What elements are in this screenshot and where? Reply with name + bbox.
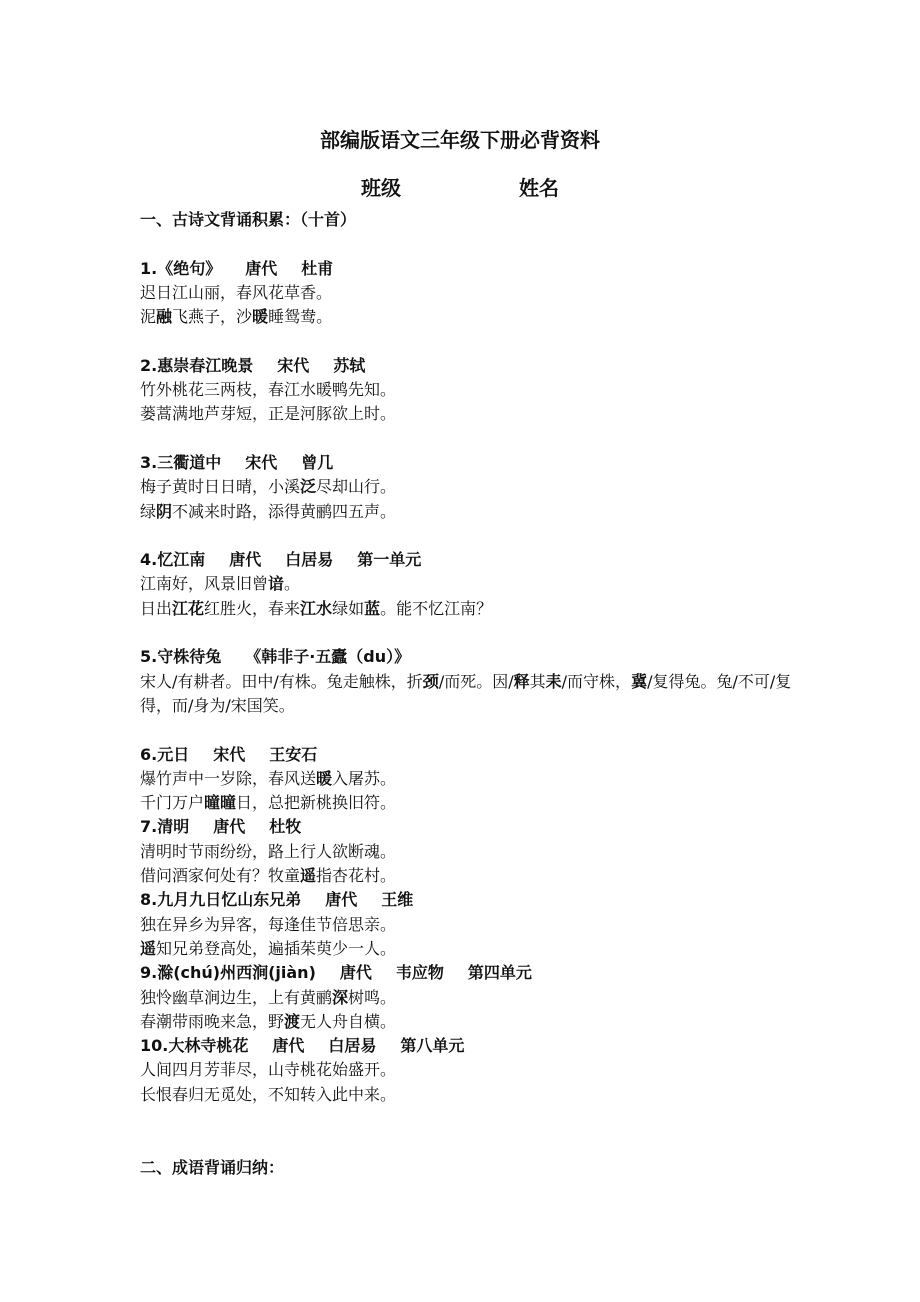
poem-title: 4.忆江南 bbox=[140, 550, 206, 570]
poem-dynasty: 唐代 bbox=[213, 817, 246, 837]
section-heading-poems: 一、古诗文背诵积累：（十首） bbox=[140, 210, 357, 229]
emphasized-character: 融 bbox=[156, 307, 173, 327]
poem-line: 宋人/有耕者。田中/有株。兔走触株，折颈/而死。因/释其耒/而守株，冀/复得兔。兔/不可/复得，而/身为/宋国笑。 bbox=[140, 671, 792, 715]
emphasized-character: 深 bbox=[332, 987, 349, 1007]
emphasized-character: 暖 bbox=[252, 307, 269, 327]
emphasized-character: 阴 bbox=[156, 501, 173, 521]
poem-heading bbox=[140, 888, 800, 912]
poem-heading bbox=[140, 815, 800, 839]
poem-heading bbox=[140, 257, 800, 281]
poem-list-a bbox=[140, 257, 800, 743]
class-name-row bbox=[0, 172, 920, 201]
emphasized-character: 释 bbox=[513, 671, 530, 691]
poem-title: 1.《绝句》 bbox=[140, 258, 222, 278]
poem-heading bbox=[140, 743, 800, 767]
page-title: 部编版语文三年级下册必背资料 bbox=[320, 128, 600, 152]
name-label: 姓名 bbox=[519, 176, 559, 200]
emphasized-character: 冀 bbox=[631, 671, 648, 691]
poem-title: 5.守株待兔 bbox=[140, 647, 222, 667]
poem-line: 江南好，风景旧曾谙。 bbox=[140, 574, 301, 594]
poem-line: 绿阴不减来时路，添得黄鹂四五声。 bbox=[140, 501, 397, 521]
poem-heading bbox=[140, 451, 800, 475]
poem-line: 清明时节雨纷纷，路上行人欲断魂。 bbox=[140, 841, 397, 861]
emphasized-character: 泛 bbox=[300, 477, 317, 497]
emphasized-character: 江花 bbox=[172, 598, 205, 618]
emphasized-character: 谙 bbox=[268, 574, 285, 594]
poem-dynasty: 唐代 bbox=[229, 550, 262, 570]
poem-author: 韦应物 bbox=[395, 963, 444, 983]
poem-dynasty: 宋代 bbox=[245, 452, 278, 472]
poem-line: 梅子黄时日日晴，小溪泛尽却山行。 bbox=[140, 477, 397, 497]
section-heading-idioms: 二、成语背诵归纳： bbox=[140, 1157, 285, 1177]
poem-heading bbox=[140, 961, 800, 985]
emphasized-character: 曈曈 bbox=[204, 793, 237, 813]
poem-dynasty: 唐代 bbox=[272, 1036, 305, 1056]
poem-author: 白居易 bbox=[285, 550, 334, 570]
poem-line: 人间四月芳菲尽，山寺桃花始盛开。 bbox=[140, 1060, 397, 1080]
poem-dynasty: 唐代 bbox=[339, 963, 372, 983]
poem-line: 借问酒家何处有？牧童遥指杏花村。 bbox=[140, 866, 397, 886]
poem-dynasty: 《韩非子·五蠹（du）》 bbox=[245, 647, 411, 667]
poem-author: 王维 bbox=[381, 890, 414, 910]
poem-title: 2.惠崇春江晚景 bbox=[140, 355, 254, 375]
poem-heading bbox=[140, 1034, 800, 1058]
poem-unit: 第八单元 bbox=[400, 1036, 465, 1056]
poem-title: 8.九月九日忆山东兄弟 bbox=[140, 890, 302, 910]
poem-author: 杜牧 bbox=[269, 817, 302, 837]
poem-author: 王安石 bbox=[269, 744, 318, 764]
poem-line: 竹外桃花三两枝，春江水暖鸭先知。 bbox=[140, 380, 397, 400]
poem-heading bbox=[140, 354, 800, 378]
poem-author: 白居易 bbox=[328, 1036, 377, 1056]
emphasized-character: 暖 bbox=[316, 768, 333, 788]
poem-line: 千门万户曈曈日，总把新桃换旧符。 bbox=[140, 793, 397, 813]
poem-heading bbox=[140, 645, 800, 669]
poem-dynasty: 唐代 bbox=[245, 258, 278, 278]
poem-heading bbox=[140, 548, 800, 572]
poem-title: 3.三衢道中 bbox=[140, 452, 222, 472]
poem-author: 杜甫 bbox=[301, 258, 334, 278]
poem-title: 6.元日 bbox=[140, 744, 190, 764]
poem-line: 独怜幽草涧边生，上有黄鹂深树鸣。 bbox=[140, 987, 397, 1007]
emphasized-character: 蓝 bbox=[364, 598, 381, 618]
document-body bbox=[140, 208, 800, 1180]
poem-author: 苏轼 bbox=[333, 355, 366, 375]
poem-line: 爆竹声中一岁除，春风送暖入屠苏。 bbox=[140, 768, 397, 788]
poem-list-b bbox=[140, 743, 800, 1107]
emphasized-character: 遥 bbox=[300, 866, 317, 886]
emphasized-character: 江水 bbox=[300, 598, 333, 618]
poem-line: 泥融飞燕子，沙暖睡鸳鸯。 bbox=[140, 307, 333, 327]
poem-line: 遥知兄弟登高处，遍插茱萸少一人。 bbox=[140, 938, 397, 958]
emphasized-character: 遥 bbox=[140, 938, 157, 958]
class-label: 班级 bbox=[361, 176, 401, 200]
poem-unit: 第一单元 bbox=[357, 550, 422, 570]
poem-title: 7.清明 bbox=[140, 817, 190, 837]
poem-dynasty: 唐代 bbox=[325, 890, 358, 910]
poem-line: 日出江花红胜火，春来江水绿如蓝。能不忆江南？ bbox=[140, 598, 493, 618]
poem-line: 独在异乡为异客，每逢佳节倍思亲。 bbox=[140, 914, 397, 934]
poem-title: 10.大林寺桃花 bbox=[140, 1036, 249, 1056]
poem-dynasty: 宋代 bbox=[277, 355, 310, 375]
poem-line: 蒌蒿满地芦芽短，正是河豚欲上时。 bbox=[140, 404, 397, 424]
poem-dynasty: 宋代 bbox=[213, 744, 246, 764]
poem-author: 曾几 bbox=[301, 452, 334, 472]
emphasized-character: 渡 bbox=[284, 1011, 301, 1031]
poem-line: 迟日江山丽，春风花草香。 bbox=[140, 282, 333, 302]
emphasized-character: 颈 bbox=[422, 671, 439, 691]
poem-line: 长恨春归无觅处，不知转入此中来。 bbox=[140, 1084, 397, 1104]
poem-line: 春潮带雨晚来急，野渡无人舟自横。 bbox=[140, 1011, 397, 1031]
emphasized-character: 耒 bbox=[545, 671, 562, 691]
poem-title: 9.滁(chú)州西涧(jiàn) bbox=[140, 963, 316, 983]
poem-unit: 第四单元 bbox=[467, 963, 532, 983]
